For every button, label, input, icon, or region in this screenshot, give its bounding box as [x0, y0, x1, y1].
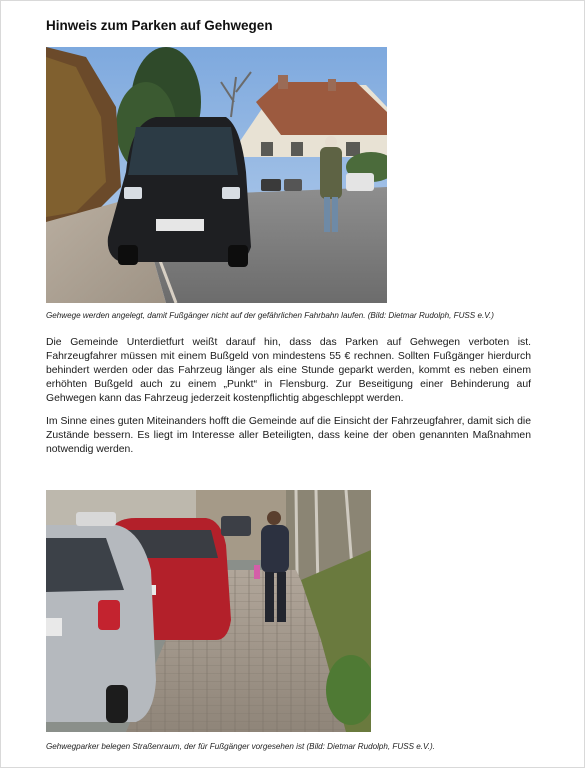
paragraph-appeal: Im Sinne eines guten Miteinanders hofft die Gemeinde auf die Einsicht der Fahrzeugfahrer, damit sich die Zustände bessern. Es liegt im Interesse aller Beteiligten, dass keine der oben genannten Maßnahmen notwendig werden.: [46, 416, 531, 456]
photo-caption-2: Gehwegparker belegen Straßenraum, der für Fußgänger vorgesehen ist (Bild: Dietmar Rudolph, FUSS e.V.).: [46, 742, 435, 751]
paragraph-parking-rules: Die Gemeinde Unterdietfurt weißt darauf hin, dass das Parken auf Gehwegen verboten ist. Fahrzeugfahrer müssen mit einem Bußgeld von mindestens 55 € rechnen. Sollten Fußgänger hierdurch behindert werden oder das Fahrzeug länger als eine Stunde geparkt werden, kommt es neben einem erhöhten Bußgeld auch zu einem „Punkt“ in Flensburg. Zur Beseitigung einer Behinderung auf Gehwegen kann das Fahrzeug jederzeit kostenpflichtig abgeschleppt werden.: [46, 337, 531, 405]
page-title: Hinweis zum Parken auf Gehwegen: [46, 18, 273, 33]
photo-car-on-sidewalk: [46, 47, 387, 303]
photo-sidewalk-parkers: [46, 490, 371, 732]
photo-caption-1: Gehwege werden angelegt, damit Fußgänger nicht auf der gefährlichen Fahrbahn laufen. (Bild: Dietmar Rudolph, FUSS e.V.): [46, 311, 494, 320]
